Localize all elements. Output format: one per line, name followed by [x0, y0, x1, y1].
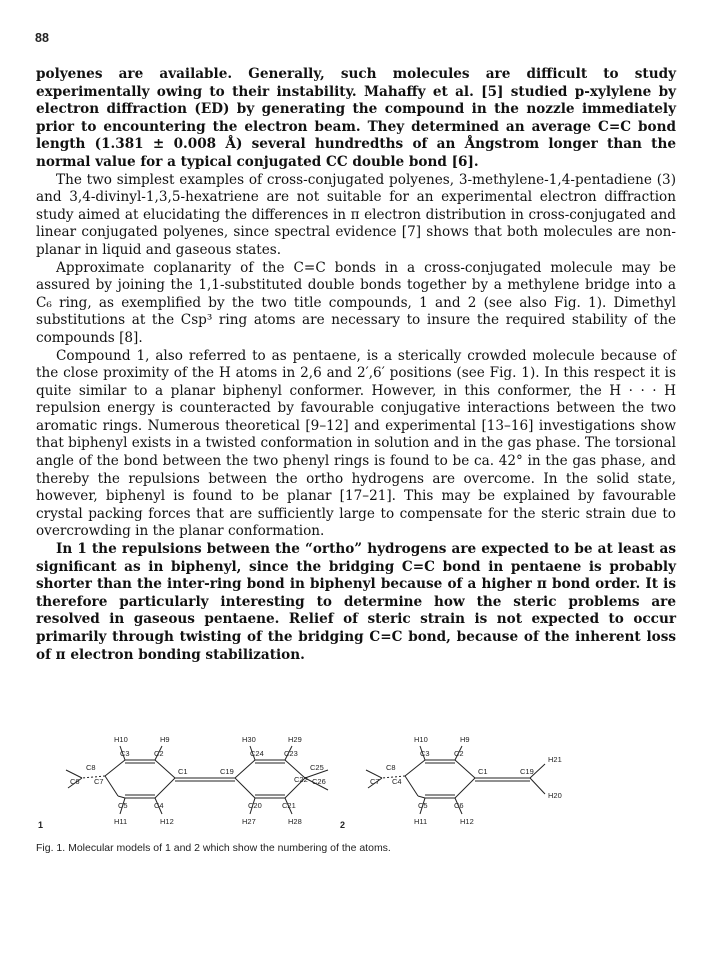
paragraph-1: polyenes are available. Generally, such molecules are difficult to study experimentally owing to their instability. Mahaffy et al. [5] studied p-xylylene by electron diffraction (ED) by generating the compound in the nozzle immediately prior to encountering the electron beam. They determined an average C=C bond length (1.381 ± 0.008 Å) several hundredths of an Ångstrom longer than the normal value for a typical conjugated CC double bond [6]. — [36, 66, 676, 170]
atom-label: C24 — [250, 749, 264, 758]
paragraph-2: The two simplest examples of cross-conjugated polyenes, 3-methylene-1,4-pentadiene (3) and 3,4-divinyl-1,3,5-hexatriene are not suitable for an experimental electron diffraction study aimed at elucidating the differences in π electron distribution in cross-conjugated and linear conjugated polyenes, since spectral evidence [7] shows that both molecules are non-planar in liquid and gaseous states. — [36, 171, 676, 258]
atom-label: C20 — [248, 801, 262, 810]
atom-label: C8 — [386, 763, 396, 772]
atom-label: C19 — [220, 767, 234, 776]
atom-label: C23 — [284, 749, 298, 758]
atom-label: H21 — [548, 755, 562, 764]
atom-label: C22 — [294, 775, 308, 784]
atom-label: C8 — [86, 763, 96, 772]
atom-label: H29 — [288, 735, 302, 744]
molecular-models-figure — [30, 718, 690, 838]
atom-label: C1 — [478, 767, 488, 776]
atom-label: C19 — [520, 767, 534, 776]
atom-label: H12 — [160, 817, 174, 826]
atom-label: C21 — [282, 801, 296, 810]
compound-1-label: 1 — [38, 820, 44, 830]
atom-label: H30 — [242, 735, 256, 744]
atom-label: C6 — [454, 801, 464, 810]
atom-label: C3 — [120, 749, 130, 758]
atom-label: C26 — [312, 777, 326, 786]
atom-label: C7 — [370, 777, 380, 786]
atom-label: H11 — [414, 817, 428, 826]
atom-label: C4 — [392, 777, 402, 786]
atom-label: H10 — [114, 735, 128, 744]
compound-2-label: 2 — [340, 820, 346, 830]
figure-caption: Fig. 1. Molecular models of 1 and 2 which show the numbering of the atoms. — [36, 842, 391, 854]
atom-label: H28 — [288, 817, 302, 826]
atom-label: C5 — [418, 801, 428, 810]
atom-label: C1 — [178, 767, 188, 776]
atom-label: C5 — [118, 801, 128, 810]
atom-label: H9 — [160, 735, 170, 744]
atom-label: C2 — [154, 749, 164, 758]
atom-label: H11 — [114, 817, 128, 826]
atom-label: C6 — [70, 777, 80, 786]
paragraph-5: In 1 the repulsions between the “ortho” hydrogens are expected to be at least as significant as in biphenyl, since the bridging C=C bond in pentaene is probably shorter than the inter-ring bond in biphenyl because of a higher π bond order. It is therefore particularly interesting to determine how the steric problems are resolved in gaseous pentaene. Relief of steric strain is not expected to occur primarily through twisting of the bridging C=C bond, because of the inherent loss of π electron bonding stabilization. — [36, 541, 676, 663]
paragraph-3: Approximate coplanarity of the C=C bonds in a cross-conjugated molecule may be assured by joining the 1,1-substituted double bonds together by a methylene bridge into a C₆ ring, as exemplified by the two title compounds, 1 and 2 (see also Fig. 1). Dimethyl substitutions at the Csp³ ring atoms are necessary to insure the required stability of the compounds [8]. — [36, 259, 676, 346]
paragraph-4: Compound 1, also referred to as pentaene, is a sterically crowded molecule because of the close proximity of the H atoms in 2,6 and 2′,6′ positions (see Fig. 1). In this respect it is quite similar to a planar biphenyl conformer. However, in this conformer, the H · · · H repulsion energy is counteracted by favourable conjugative interactions between the two aromatic rings. Numerous theoretical [9–12] and experimental [13–16] investigations show that biphenyl exists in a twisted conformation in solution and in the gas phase. The torsional angle of the bond between the two phenyl rings is found to be ca. 42° in the gas phase, and thereby the repulsions between the ortho hydrogens are overcome. In the solid state, however, biphenyl is found to be planar [17–21]. This may be explained by favourable crystal packing forces that are sufficiently large to compensate for the steric strain due to overcrowding in the planar conformation. — [36, 347, 676, 540]
atom-label: H27 — [242, 817, 256, 826]
atom-label: H20 — [548, 791, 562, 800]
atom-label: H9 — [460, 735, 470, 744]
molecular-models-drawing — [30, 718, 690, 838]
atom-label: C7 — [94, 777, 104, 786]
atom-label: H10 — [414, 735, 428, 744]
atom-label: H12 — [460, 817, 474, 826]
body-text — [36, 66, 676, 664]
page-number: 88 — [35, 31, 49, 45]
atom-label: C3 — [420, 749, 430, 758]
atom-label: C4 — [154, 801, 164, 810]
atom-label: C2 — [454, 749, 464, 758]
atom-label: C25 — [310, 763, 324, 772]
